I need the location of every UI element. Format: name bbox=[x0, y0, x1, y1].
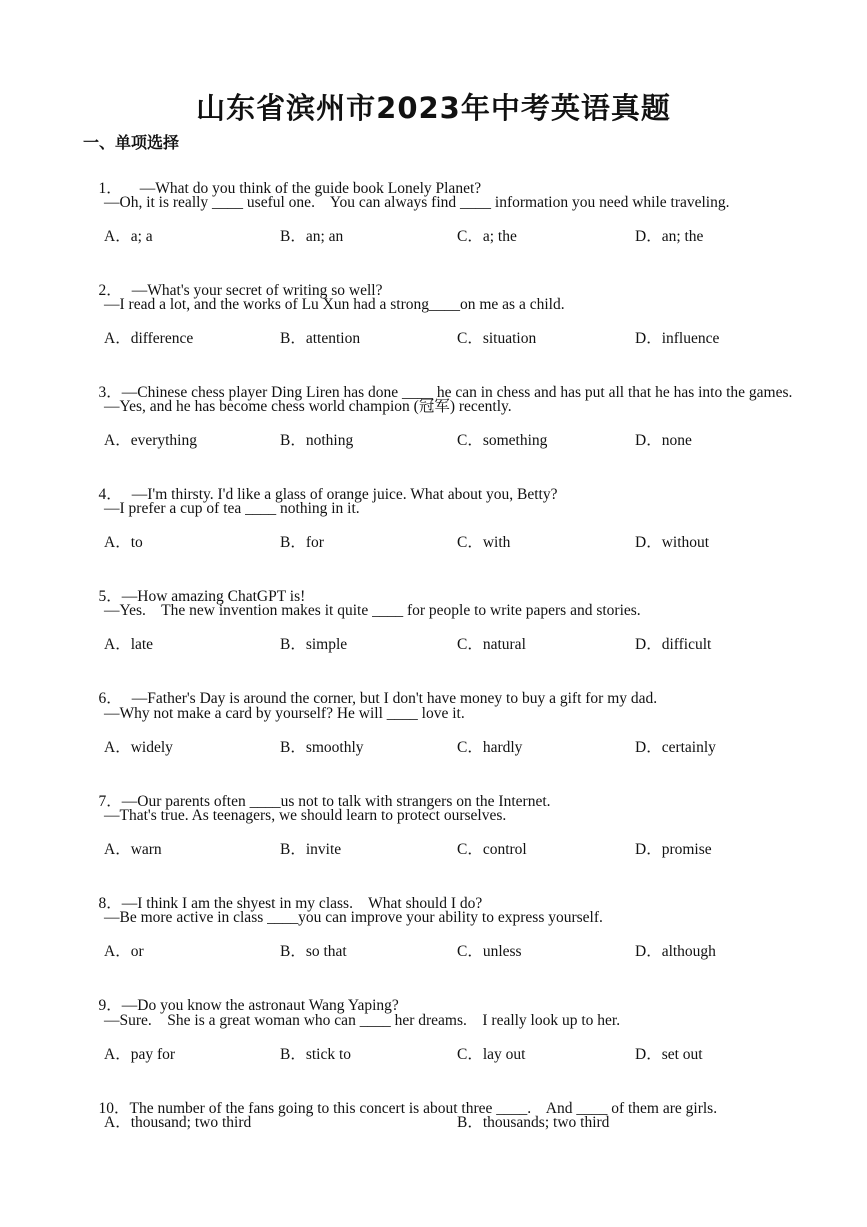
option-c[interactable]: C．with bbox=[457, 534, 511, 551]
option-d[interactable]: D．none bbox=[635, 432, 692, 449]
section-heading: 一、单项选择 bbox=[83, 133, 180, 152]
option-d[interactable]: D．set out bbox=[635, 1046, 703, 1063]
option-b[interactable]: B．attention bbox=[280, 330, 361, 347]
question-line: —Father's Day is around the corner, but I don't have money to buy a gift for my dad. bbox=[131, 690, 658, 707]
option-a[interactable]: A．thousand; two third bbox=[104, 1114, 252, 1131]
option-c[interactable]: C．unless bbox=[457, 943, 522, 960]
option-d[interactable]: D．although bbox=[635, 943, 716, 960]
option-d[interactable]: D．promise bbox=[635, 841, 712, 858]
question-number: 2． bbox=[98, 282, 122, 299]
option-a[interactable]: A．difference bbox=[104, 330, 194, 347]
page-title: 山东省滨州市2023年中考英语真题 bbox=[196, 91, 671, 125]
question-number: 8． bbox=[98, 895, 122, 912]
question-line: —Yes. The new invention makes it quite ____ for people to write papers and stories. bbox=[104, 602, 641, 619]
question-line: —I think I am the shyest in my class. What should I do? bbox=[121, 895, 483, 912]
option-b[interactable]: B．so that bbox=[280, 943, 347, 960]
question-line: —Our parents often ____us not to talk with strangers on the Internet. bbox=[121, 793, 551, 810]
option-b[interactable]: B．an; an bbox=[280, 228, 344, 245]
question-number: 10． bbox=[98, 1100, 130, 1117]
option-b[interactable]: B．for bbox=[280, 534, 324, 551]
question-line: —How amazing ChatGPT is! bbox=[121, 588, 306, 605]
option-a[interactable]: A．late bbox=[104, 636, 154, 653]
option-a[interactable]: A．everything bbox=[104, 432, 197, 449]
question-line: —Yes, and he has become chess world champion (冠军) recently. bbox=[104, 398, 512, 415]
question-number: 6． bbox=[98, 690, 122, 707]
option-b[interactable]: B．nothing bbox=[280, 432, 354, 449]
question-number: 5． bbox=[98, 588, 122, 605]
option-b[interactable]: B．simple bbox=[280, 636, 348, 653]
question-line: —Sure. She is a great woman who can ____ her dreams. I really look up to her. bbox=[104, 1012, 621, 1029]
question-line: —Why not make a card by yourself? He will ____ love it. bbox=[104, 705, 465, 722]
question-line: —Be more active in class ____you can improve your ability to express yourself. bbox=[104, 909, 603, 926]
option-b[interactable]: B．invite bbox=[280, 841, 342, 858]
option-c[interactable]: C．situation bbox=[457, 330, 537, 347]
question-number: 3． bbox=[98, 384, 122, 401]
question-number: 9． bbox=[98, 997, 122, 1014]
option-d[interactable]: D．an; the bbox=[635, 228, 704, 245]
question-line: —Do you know the astronaut Wang Yaping? bbox=[121, 997, 399, 1014]
option-c[interactable]: C．lay out bbox=[457, 1046, 526, 1063]
option-d[interactable]: D．without bbox=[635, 534, 710, 551]
option-a[interactable]: A．widely bbox=[104, 739, 173, 756]
question-line: —That's true. As teenagers, we should learn to protect ourselves. bbox=[104, 807, 507, 824]
question-line: —I prefer a cup of tea ____ nothing in it. bbox=[104, 500, 360, 517]
option-c[interactable]: C．natural bbox=[457, 636, 526, 653]
option-d[interactable]: D．influence bbox=[635, 330, 720, 347]
question-line: The number of the fans going to this concert is about three ____. And ____ of them are girls. bbox=[129, 1100, 718, 1117]
option-b[interactable]: B．thousands; two third bbox=[457, 1114, 610, 1131]
question-number: 7． bbox=[98, 793, 122, 810]
question-line: —I'm thirsty. I'd like a glass of orange juice. What about you, Betty? bbox=[131, 486, 558, 503]
question-line: —What's your secret of writing so well? bbox=[131, 282, 383, 299]
option-c[interactable]: C．control bbox=[457, 841, 527, 858]
option-a[interactable]: A．pay for bbox=[104, 1046, 176, 1063]
option-b[interactable]: B．stick to bbox=[280, 1046, 352, 1063]
option-a[interactable]: A．to bbox=[104, 534, 143, 551]
question-line: —I read a lot, and the works of Lu Xun had a strong____on me as a child. bbox=[104, 296, 565, 313]
question-number: 1． bbox=[98, 180, 122, 197]
question-line: —Chinese chess player Ding Liren has done ____ he can in chess and has put all that he has into the games. bbox=[121, 384, 793, 401]
option-d[interactable]: D．certainly bbox=[635, 739, 716, 756]
question-line: —What do you think of the guide book Lonely Planet? bbox=[139, 180, 482, 197]
option-c[interactable]: C．hardly bbox=[457, 739, 523, 756]
option-c[interactable]: C．something bbox=[457, 432, 548, 449]
option-d[interactable]: D．difficult bbox=[635, 636, 712, 653]
question-line: —Oh, it is really ____ useful one. You can always find ____ information you need while traveling. bbox=[104, 194, 730, 211]
option-a[interactable]: A．or bbox=[104, 943, 144, 960]
option-a[interactable]: A．a; a bbox=[104, 228, 153, 245]
option-c[interactable]: C．a; the bbox=[457, 228, 517, 245]
option-b[interactable]: B．smoothly bbox=[280, 739, 364, 756]
option-a[interactable]: A．warn bbox=[104, 841, 162, 858]
question-number: 4． bbox=[98, 486, 122, 503]
